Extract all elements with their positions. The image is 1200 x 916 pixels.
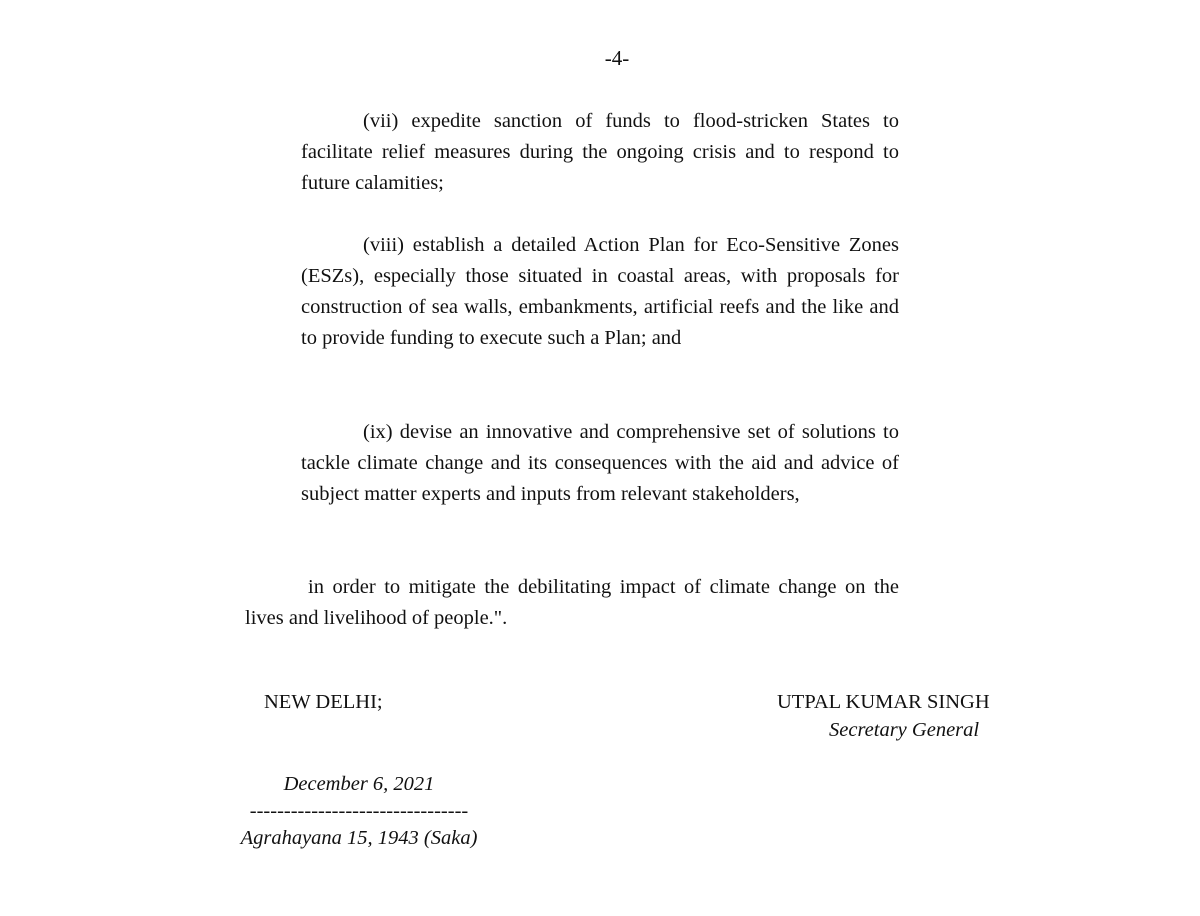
clause-vii-text: (vii) expedite sanction of funds to flood-stricken States to facilitate relief measures during the ongoing crisis and to respond to future calamities; [301, 110, 899, 194]
clause-vii [301, 106, 899, 199]
clause-viii-text: (viii) establish a detailed Action Plan for Eco-Sensitive Zones (ESZs), especially those situated in coastal areas, with proposals for construction of sea walls, embankments, artificial reefs and the like and to provide funding to execute such a Plan; and [301, 234, 899, 349]
page-number: -4- [604, 46, 630, 70]
clause-ix-text: (ix) devise an innovative and comprehensive set of solutions to tackle climate change and its consequences with the aid and advice of subject matter experts and inputs from relevant stakeholders, [301, 421, 899, 505]
date-separator: -------------------------------- [249, 800, 469, 822]
clause-viii [301, 230, 899, 354]
issue-date: December 6, 2021 [283, 773, 435, 795]
clause-ix [301, 417, 899, 510]
place-of-issue: NEW DELHI; [264, 691, 383, 713]
closing-paragraph [245, 572, 899, 634]
closing-text: in order to mitigate the debilitating impact of climate change on the lives and livelihood of people.". [245, 576, 899, 629]
date-block [214, 771, 504, 852]
saka-date: Agrahayana 15, 1943 (Saka) [240, 827, 478, 849]
signatory-name: UTPAL KUMAR SINGH [777, 691, 990, 713]
signatory-title: Secretary General [829, 719, 980, 741]
